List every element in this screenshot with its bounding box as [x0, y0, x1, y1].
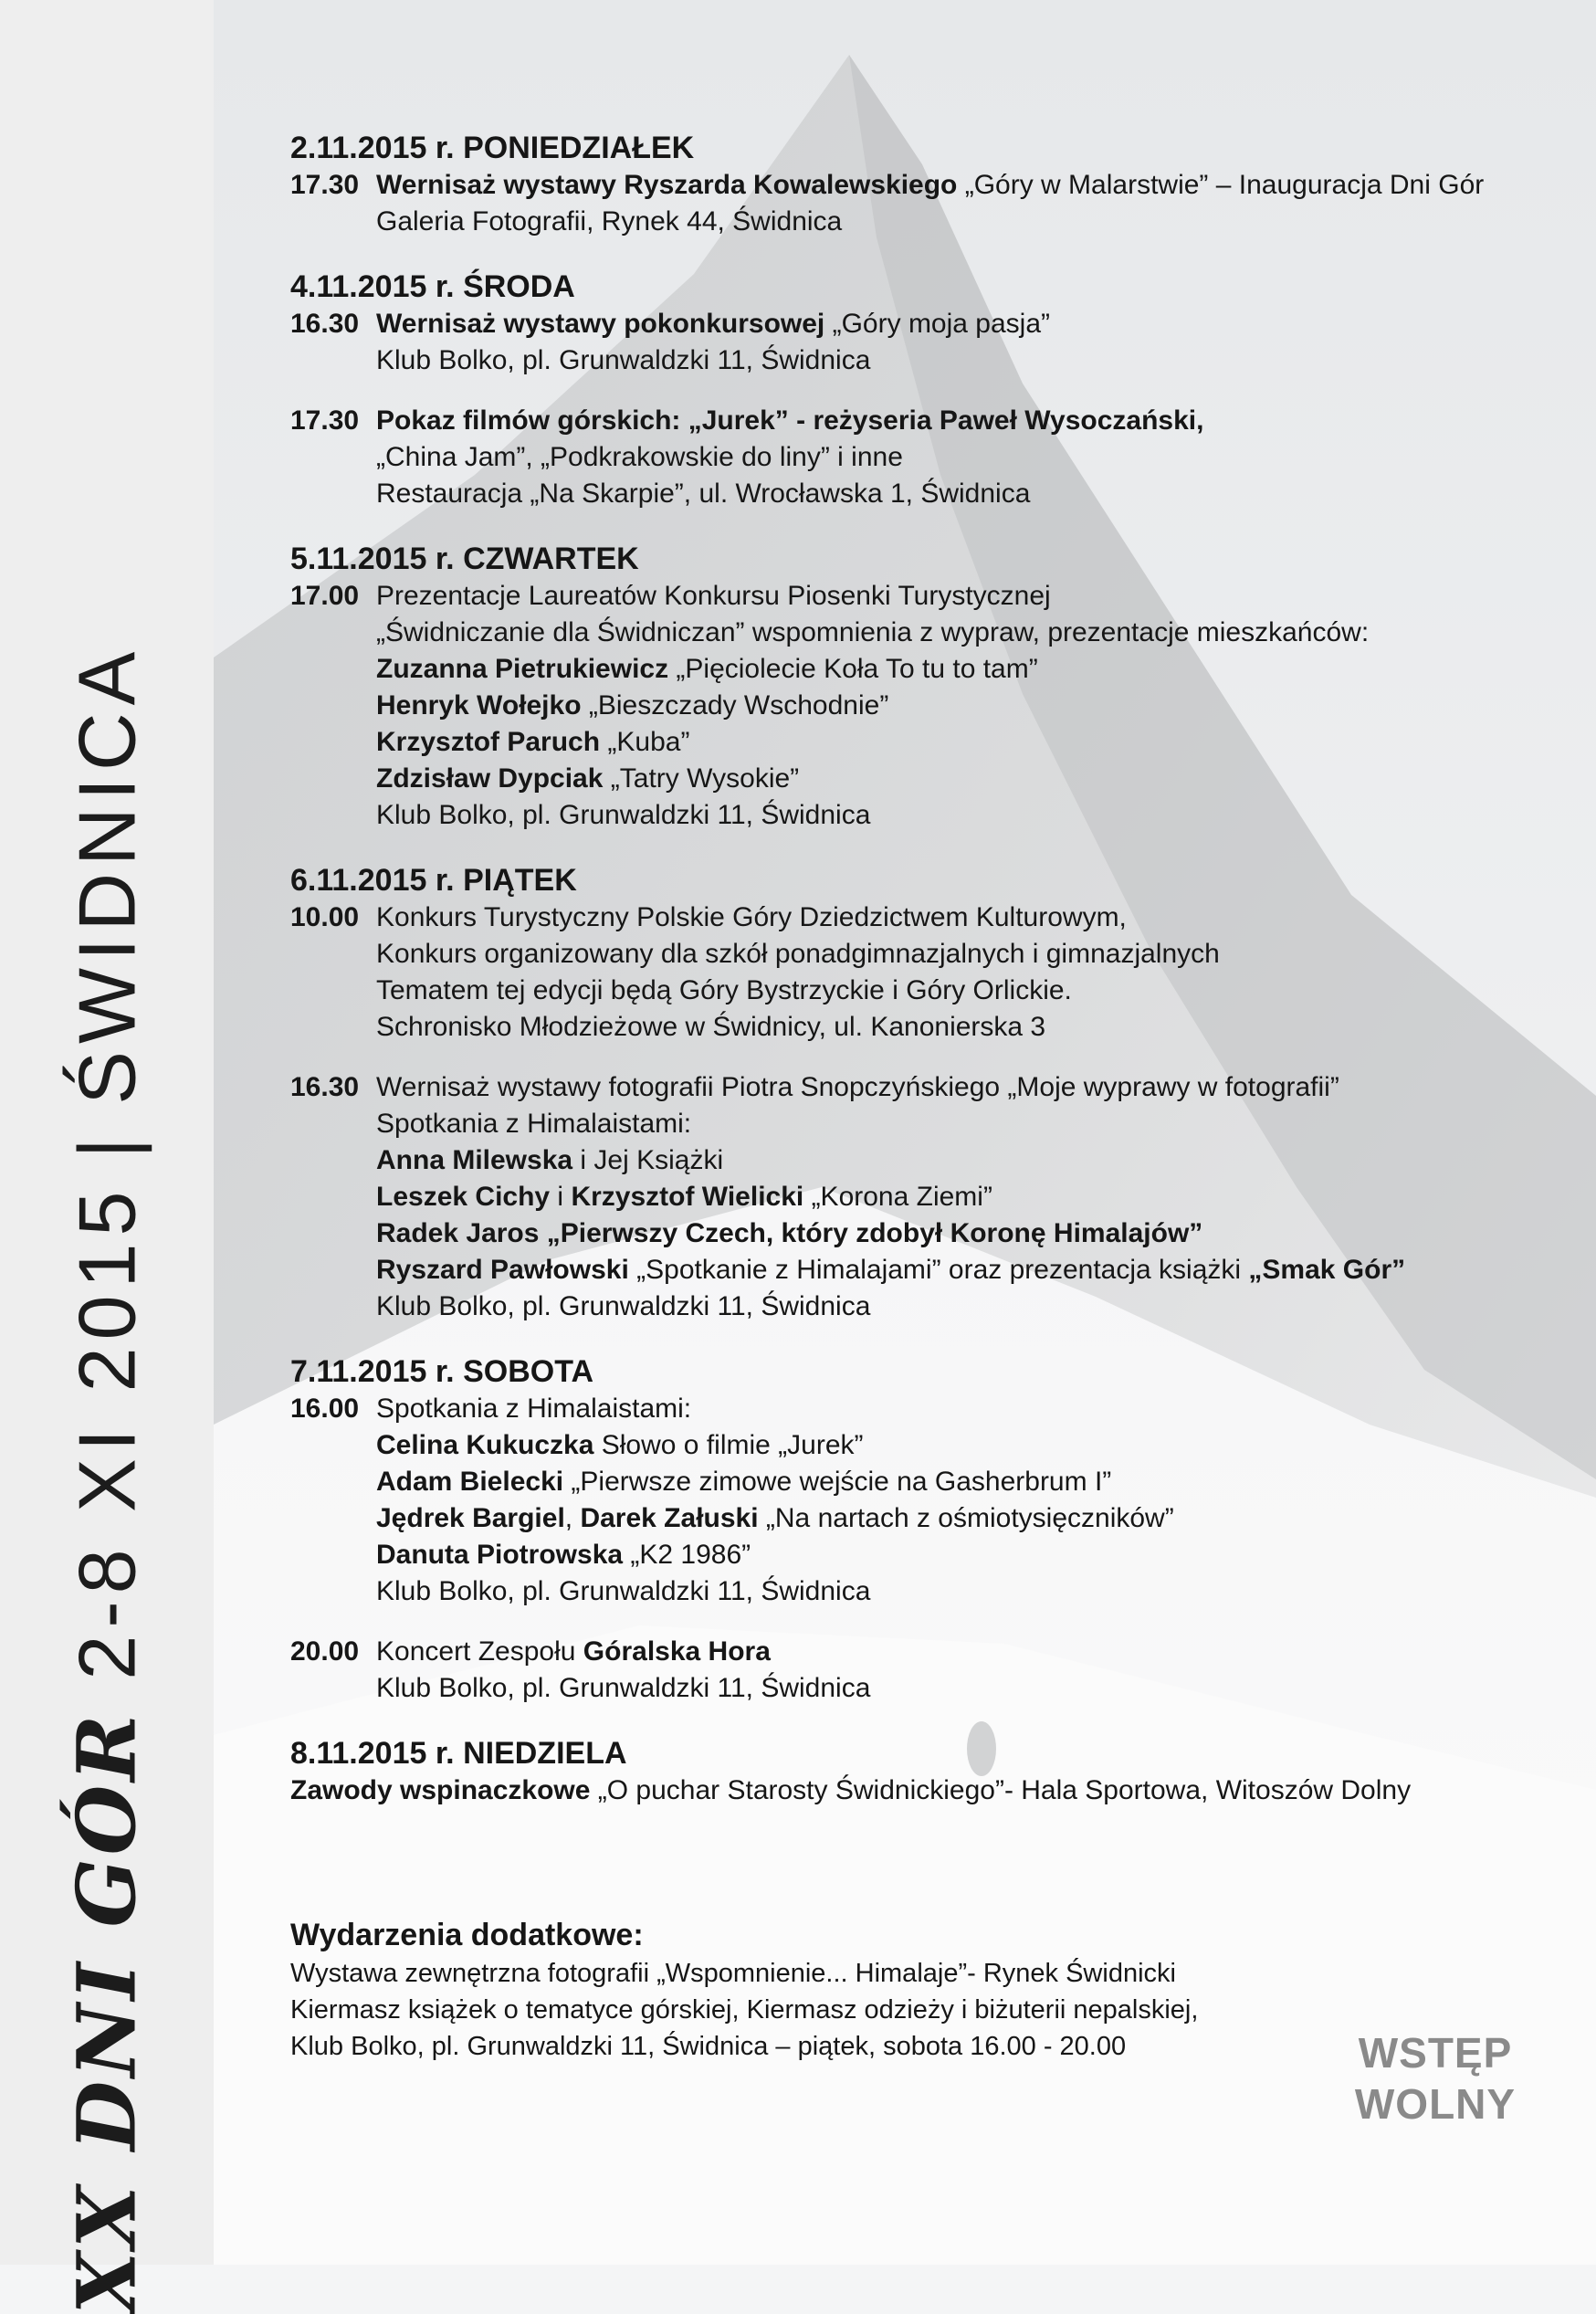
event-line	[376, 724, 1369, 761]
event-details	[376, 306, 1050, 379]
day-section	[290, 540, 1514, 834]
event-city: ŚWIDNICA	[61, 644, 152, 1105]
event-logo: XX DNI GÓR	[58, 1710, 154, 2314]
event-text-bold: Wernisaż wystawy pokonkursowej	[376, 309, 833, 339]
program-schedule	[290, 129, 1514, 2065]
extra-event-line: Klub Bolko, pl. Grunwaldzki 11, Świdnica – piątek, sobota 16.00 - 20.00	[290, 2032, 1127, 2061]
event-line	[376, 167, 1484, 204]
event-line	[376, 1252, 1405, 1288]
event-dates: 2-8 XI 2015	[61, 1183, 152, 1680]
event-text: „Góry moja pasja”	[832, 309, 1051, 339]
event-text-bold: Zdzisław Dypciak	[376, 763, 611, 794]
event-text: Klub Bolko, pl. Grunwaldzki 11, Świdnica	[376, 1673, 871, 1703]
event-text: „China Jam”, „Podkrakowskie do liny” i inne	[376, 442, 903, 472]
event-text-bold: Wernisaż wystawy Ryszarda Kowalewskiego	[376, 170, 965, 200]
event-line	[376, 1391, 1174, 1427]
event-text: i Jej Książki	[572, 1145, 724, 1175]
event-details	[376, 403, 1203, 512]
free-entry-line1: WSTĘP	[1358, 2029, 1513, 2077]
event-text: „Pierwsze zimowe wejście na Gasherbrum I”	[563, 1467, 1112, 1497]
event-details	[376, 899, 1220, 1046]
event-details	[376, 1391, 1174, 1610]
event-text: Spotkania z Himalaistami:	[376, 1109, 692, 1139]
event-entry	[290, 1391, 1514, 1610]
day-gap	[290, 512, 1514, 540]
event-time: 16.30	[290, 309, 360, 339]
extras-gap	[290, 1809, 1514, 1915]
day-section	[290, 268, 1514, 512]
event-entry	[290, 1772, 1514, 1809]
event-details	[376, 1634, 870, 1707]
event-details	[376, 1069, 1405, 1325]
day-section	[290, 129, 1514, 240]
event-text: Klub Bolko, pl. Grunwaldzki 11, Świdnica	[376, 800, 871, 830]
event-gap	[290, 1046, 1514, 1069]
event-text: Galeria Fotografii, Rynek 44, Świdnica	[376, 206, 843, 237]
event-entry	[290, 306, 1514, 379]
event-text-bold: Góralska Hora	[583, 1636, 771, 1667]
event-text: „Tatry Wysokie”	[610, 763, 800, 794]
event-line	[376, 342, 1050, 379]
event-entry	[290, 1634, 1514, 1707]
event-text: „Świdniczanie dla Świdniczan” wspomnienia z wypraw, prezentacje mieszkańców:	[376, 617, 1370, 647]
event-text: Klub Bolko, pl. Grunwaldzki 11, Świdnica	[376, 1576, 871, 1606]
event-line	[376, 403, 1203, 439]
side-banner	[0, 0, 214, 2314]
event-text-bold: Radek Jaros „Pierwszy Czech, który zdobył Koronę Himalajów”	[376, 1218, 1203, 1248]
event-line	[376, 1215, 1405, 1252]
event-text: „Bieszczady Wschodnie”	[588, 690, 889, 720]
event-text: Spotkania z Himalaistami:	[376, 1394, 692, 1424]
event-line	[290, 1772, 1411, 1809]
event-line	[376, 1179, 1405, 1215]
event-line	[376, 1009, 1220, 1046]
event-text-bold: Ryszard Pawłowski	[376, 1255, 629, 1285]
event-text-bold: Zawody wspinaczkowe	[290, 1775, 591, 1805]
event-line	[376, 1537, 1174, 1573]
day-heading: 4.11.2015 r. ŚRODA	[290, 269, 575, 304]
event-line	[376, 615, 1369, 651]
event-text: i	[550, 1182, 572, 1212]
event-line	[376, 899, 1220, 936]
day-heading: 6.11.2015 r. PIĄTEK	[290, 863, 577, 898]
event-time: 20.00	[290, 1636, 360, 1667]
extra-events	[290, 1915, 1514, 2065]
day-gap	[290, 834, 1514, 861]
event-text: „Na nartach z ośmiotysięczników”	[758, 1503, 1174, 1533]
event-text-bold: Danuta Piotrowska	[376, 1540, 624, 1570]
event-gap	[290, 1610, 1514, 1634]
event-text: „Kuba”	[607, 727, 690, 757]
extra-event-line: Wystawa zewnętrzna fotografii „Wspomnienie... Himalaje”- Rynek Świdnicki	[290, 1959, 1176, 1988]
event-line	[376, 1106, 1405, 1142]
event-text: Koncert Zespołu	[376, 1636, 583, 1667]
event-line	[376, 1573, 1174, 1610]
event-text: Słowo o filmie „Jurek”	[593, 1430, 864, 1460]
event-line	[376, 936, 1220, 973]
event-line	[376, 688, 1369, 724]
event-text: Prezentacje Laureatów Konkursu Piosenki Turystycznej	[376, 581, 1051, 611]
free-entry-line2: WOLNY	[1354, 2080, 1517, 2128]
event-text: „O puchar Starosty Świdnickiego”- Hala Sportowa, Witoszów Dolny	[590, 1775, 1412, 1805]
day-heading: 8.11.2015 r. NIEDZIELA	[290, 1736, 627, 1771]
event-details	[290, 1772, 1411, 1809]
event-line	[376, 1500, 1174, 1537]
event-time: 10.00	[290, 902, 360, 932]
event-text: Wernisaż wystawy fotografii Piotra Snopczyńskiego „Moje wyprawy w fotografii”	[376, 1072, 1339, 1102]
event-text-bold: Celina Kukuczka	[376, 1430, 594, 1460]
event-time: 16.30	[290, 1072, 360, 1102]
event-line	[376, 1634, 870, 1670]
event-text-bold: Pokaz filmów górskich: „Jurek” - reżyseria Paweł Wysoczański,	[376, 405, 1204, 436]
event-line	[376, 1464, 1174, 1500]
banner-separator: |	[61, 1130, 152, 1159]
event-text-bold: Adam Bielecki	[376, 1467, 564, 1497]
event-text: Tematem tej edycji będą Góry Bystrzyckie i Góry Orlickie.	[376, 975, 1072, 1005]
event-line	[376, 1288, 1405, 1325]
day-section	[290, 861, 1514, 1325]
event-text: ,	[564, 1503, 581, 1533]
event-entry	[290, 167, 1514, 240]
day-heading: 2.11.2015 r. PONIEDZIAŁEK	[290, 131, 695, 165]
event-line	[376, 1427, 1174, 1464]
extra-events-title: Wydarzenia dodatkowe:	[290, 1918, 644, 1952]
side-banner-title	[58, 644, 154, 2314]
free-entry-badge	[1344, 2027, 1527, 2130]
event-line	[376, 578, 1369, 615]
event-time: 17.30	[290, 170, 360, 200]
event-text: „Korona Ziemi”	[803, 1182, 992, 1212]
event-text-bold: Jędrek Bargiel	[376, 1503, 565, 1533]
event-text: „Pięciolecie Koła To tu to tam”	[676, 654, 1038, 684]
event-line	[376, 797, 1369, 834]
event-time: 16.00	[290, 1394, 360, 1424]
event-details	[376, 167, 1484, 240]
event-text: Restauracja „Na Skarpie”, ul. Wrocławska 1, Świdnica	[376, 479, 1031, 509]
event-text: Schronisko Młodzieżowe w Świdnicy, ul. Kanonierska 3	[376, 1012, 1046, 1042]
event-text-bold: Krzysztof Wielicki	[571, 1182, 804, 1212]
day-section	[290, 1352, 1514, 1707]
event-text: „Spotkanie z Himalajami” oraz prezentacja książki	[628, 1255, 1249, 1285]
event-text-bold: Leszek Cichy	[376, 1182, 551, 1212]
event-text-bold: Krzysztof Paruch	[376, 727, 608, 757]
event-text: Konkurs Turystyczny Polskie Góry Dziedzictwem Kulturowym,	[376, 902, 1127, 932]
day-heading: 7.11.2015 r. SOBOTA	[290, 1354, 593, 1389]
event-text-bold: Zuzanna Pietrukiewicz	[376, 654, 677, 684]
event-text: Konkurs organizowany dla szkół ponadgimnazjalnych i gimnazjalnych	[376, 939, 1220, 969]
day-gap	[290, 1325, 1514, 1352]
event-entry	[290, 578, 1514, 834]
event-line	[376, 1142, 1405, 1179]
event-text-bold: Anna Milewska	[376, 1145, 573, 1175]
day-gap	[290, 240, 1514, 268]
event-gap	[290, 379, 1514, 403]
day-section	[290, 1734, 1514, 1809]
event-line	[376, 476, 1203, 512]
event-time: 17.30	[290, 405, 360, 436]
event-line	[376, 1069, 1405, 1106]
day-gap	[290, 1707, 1514, 1734]
event-text: „K2 1986”	[623, 1540, 751, 1570]
event-entry	[290, 1069, 1514, 1325]
event-text: Klub Bolko, pl. Grunwaldzki 11, Świdnica	[376, 1291, 871, 1321]
extra-event-line: Kiermasz książek o tematyce górskiej, Kiermasz odzieży i biżuterii nepalskiej,	[290, 1995, 1199, 2025]
event-line	[376, 651, 1369, 688]
event-line	[376, 204, 1484, 240]
event-details	[376, 578, 1369, 834]
event-text-bold: „Smak Gór”	[1248, 1255, 1406, 1285]
event-line	[376, 306, 1050, 342]
event-entry	[290, 899, 1514, 1046]
event-line	[376, 1670, 870, 1707]
event-text-bold: Henryk Wołejko	[376, 690, 589, 720]
event-text: „Góry w Malarstwie” – Inauguracja Dni Gór	[964, 170, 1485, 200]
event-entry	[290, 403, 1514, 512]
event-time: 17.00	[290, 581, 360, 611]
event-line	[376, 439, 1203, 476]
event-line	[376, 761, 1369, 797]
event-text-bold: Darek Załuski	[580, 1503, 759, 1533]
event-line	[376, 973, 1220, 1009]
event-text: Klub Bolko, pl. Grunwaldzki 11, Świdnica	[376, 345, 871, 375]
day-heading: 5.11.2015 r. CZWARTEK	[290, 542, 639, 576]
